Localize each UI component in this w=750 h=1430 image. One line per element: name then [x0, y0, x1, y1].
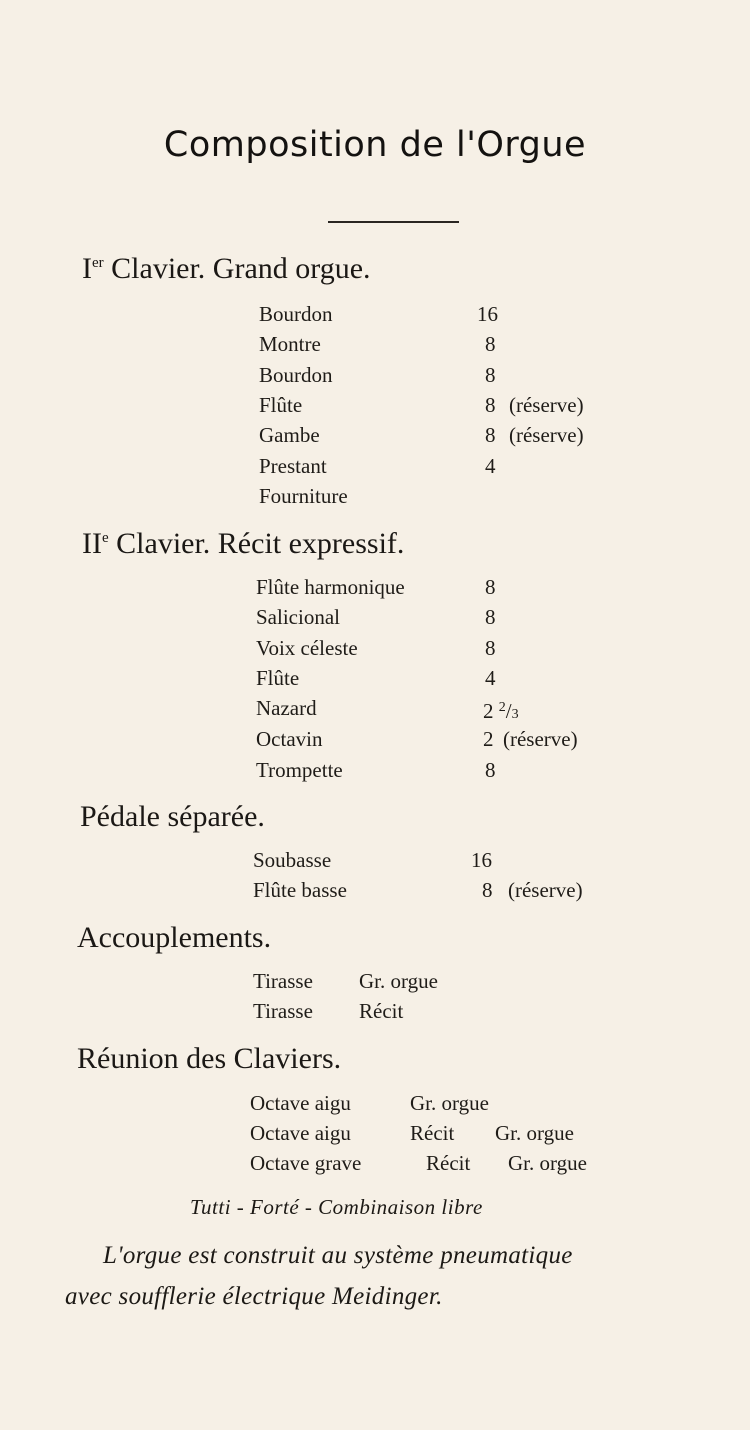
section-heading-clavier2 [82, 527, 404, 561]
stop-size: 2 [483, 727, 494, 751]
page-title: Composition de l'Orgue [163, 125, 587, 165]
stop-size: 4 [485, 454, 496, 478]
reunion-source: Récit [426, 1151, 471, 1175]
stop-note: (réserve) [509, 393, 584, 417]
stop-size: 8 [485, 605, 496, 629]
stop-name: Fourniture [259, 484, 348, 508]
reunion-target: Gr. orgue [495, 1121, 574, 1145]
stop-size: 8 [485, 363, 496, 387]
stop-name: Voix céleste [256, 636, 358, 660]
stop-size: 2 [483, 699, 494, 723]
stop-size: 8 [482, 878, 493, 902]
reunion-octave: Octave aigu [250, 1121, 351, 1145]
stop-name: Flûte [259, 393, 303, 417]
fraction-numerator: 2 [498, 700, 506, 715]
stop-name: Salicional [256, 605, 340, 629]
reunion-target: Gr. orgue [508, 1151, 587, 1175]
stop-name: Flûte harmonique [256, 575, 405, 599]
heading-text: Clavier. Récit expressif. [116, 527, 405, 560]
coupler-target: Récit [359, 999, 404, 1023]
stop-name: Trompette [256, 758, 343, 782]
stop-name: Flûte [256, 666, 300, 690]
stop-size: 8 [485, 636, 496, 660]
stop-name: Soubasse [253, 848, 332, 872]
reunion-octave: Octave aigu [250, 1091, 351, 1115]
stop-name: Montre [259, 332, 321, 356]
stop-size: 16 [477, 302, 498, 326]
section-heading-clavier1 [82, 252, 371, 286]
stop-size: 8 [485, 332, 496, 356]
stop-note: (réserve) [508, 878, 583, 902]
ordinal: I [82, 252, 92, 285]
coupler-target: Gr. orgue [359, 969, 438, 993]
reunion-source: Récit [410, 1121, 455, 1145]
stop-name: Prestant [259, 454, 327, 478]
stop-size: 8 [485, 758, 496, 782]
section-heading-pedale: Pédale séparée. [80, 800, 265, 833]
ordinal-suffix: er [92, 255, 104, 271]
stop-size: 4 [485, 666, 496, 690]
stop-name: Gambe [259, 423, 320, 447]
stop-size: 16 [471, 848, 492, 872]
section-heading-accouplements: Accouplements. [77, 921, 272, 954]
ordinal: II [82, 527, 102, 560]
footer-line-2: avec soufflerie électrique Meidinger. [65, 1283, 443, 1310]
stop-size: 8 [485, 393, 496, 417]
ordinal-suffix: e [101, 530, 109, 546]
heading-text: Clavier. Grand orgue. [111, 252, 371, 285]
reunion-target: Gr. orgue [410, 1091, 489, 1115]
title-divider [328, 221, 459, 223]
stop-size: 8 [485, 423, 496, 447]
section-heading-reunion: Réunion des Claviers. [77, 1042, 342, 1075]
reunion-octave: Octave grave [250, 1151, 362, 1175]
stop-name: Flûte basse [253, 878, 347, 902]
coupler-name: Tirasse [253, 999, 313, 1023]
footer-line-1: L'orgue est construit au système pneumatique [103, 1242, 573, 1269]
fraction-denominator: 3 [511, 707, 519, 722]
coupler-name: Tirasse [253, 969, 313, 993]
stop-name: Nazard [256, 696, 317, 720]
stop-name: Bourdon [259, 363, 333, 387]
tutti-line: Tutti - Forté - Combinaison libre [190, 1195, 483, 1219]
stop-name: Octavin [256, 727, 323, 751]
fraction-slash: / [505, 699, 512, 723]
stop-name: Bourdon [259, 302, 333, 326]
stop-size: 8 [485, 575, 496, 599]
stop-note: (réserve) [509, 423, 584, 447]
stop-note: (réserve) [503, 727, 578, 751]
